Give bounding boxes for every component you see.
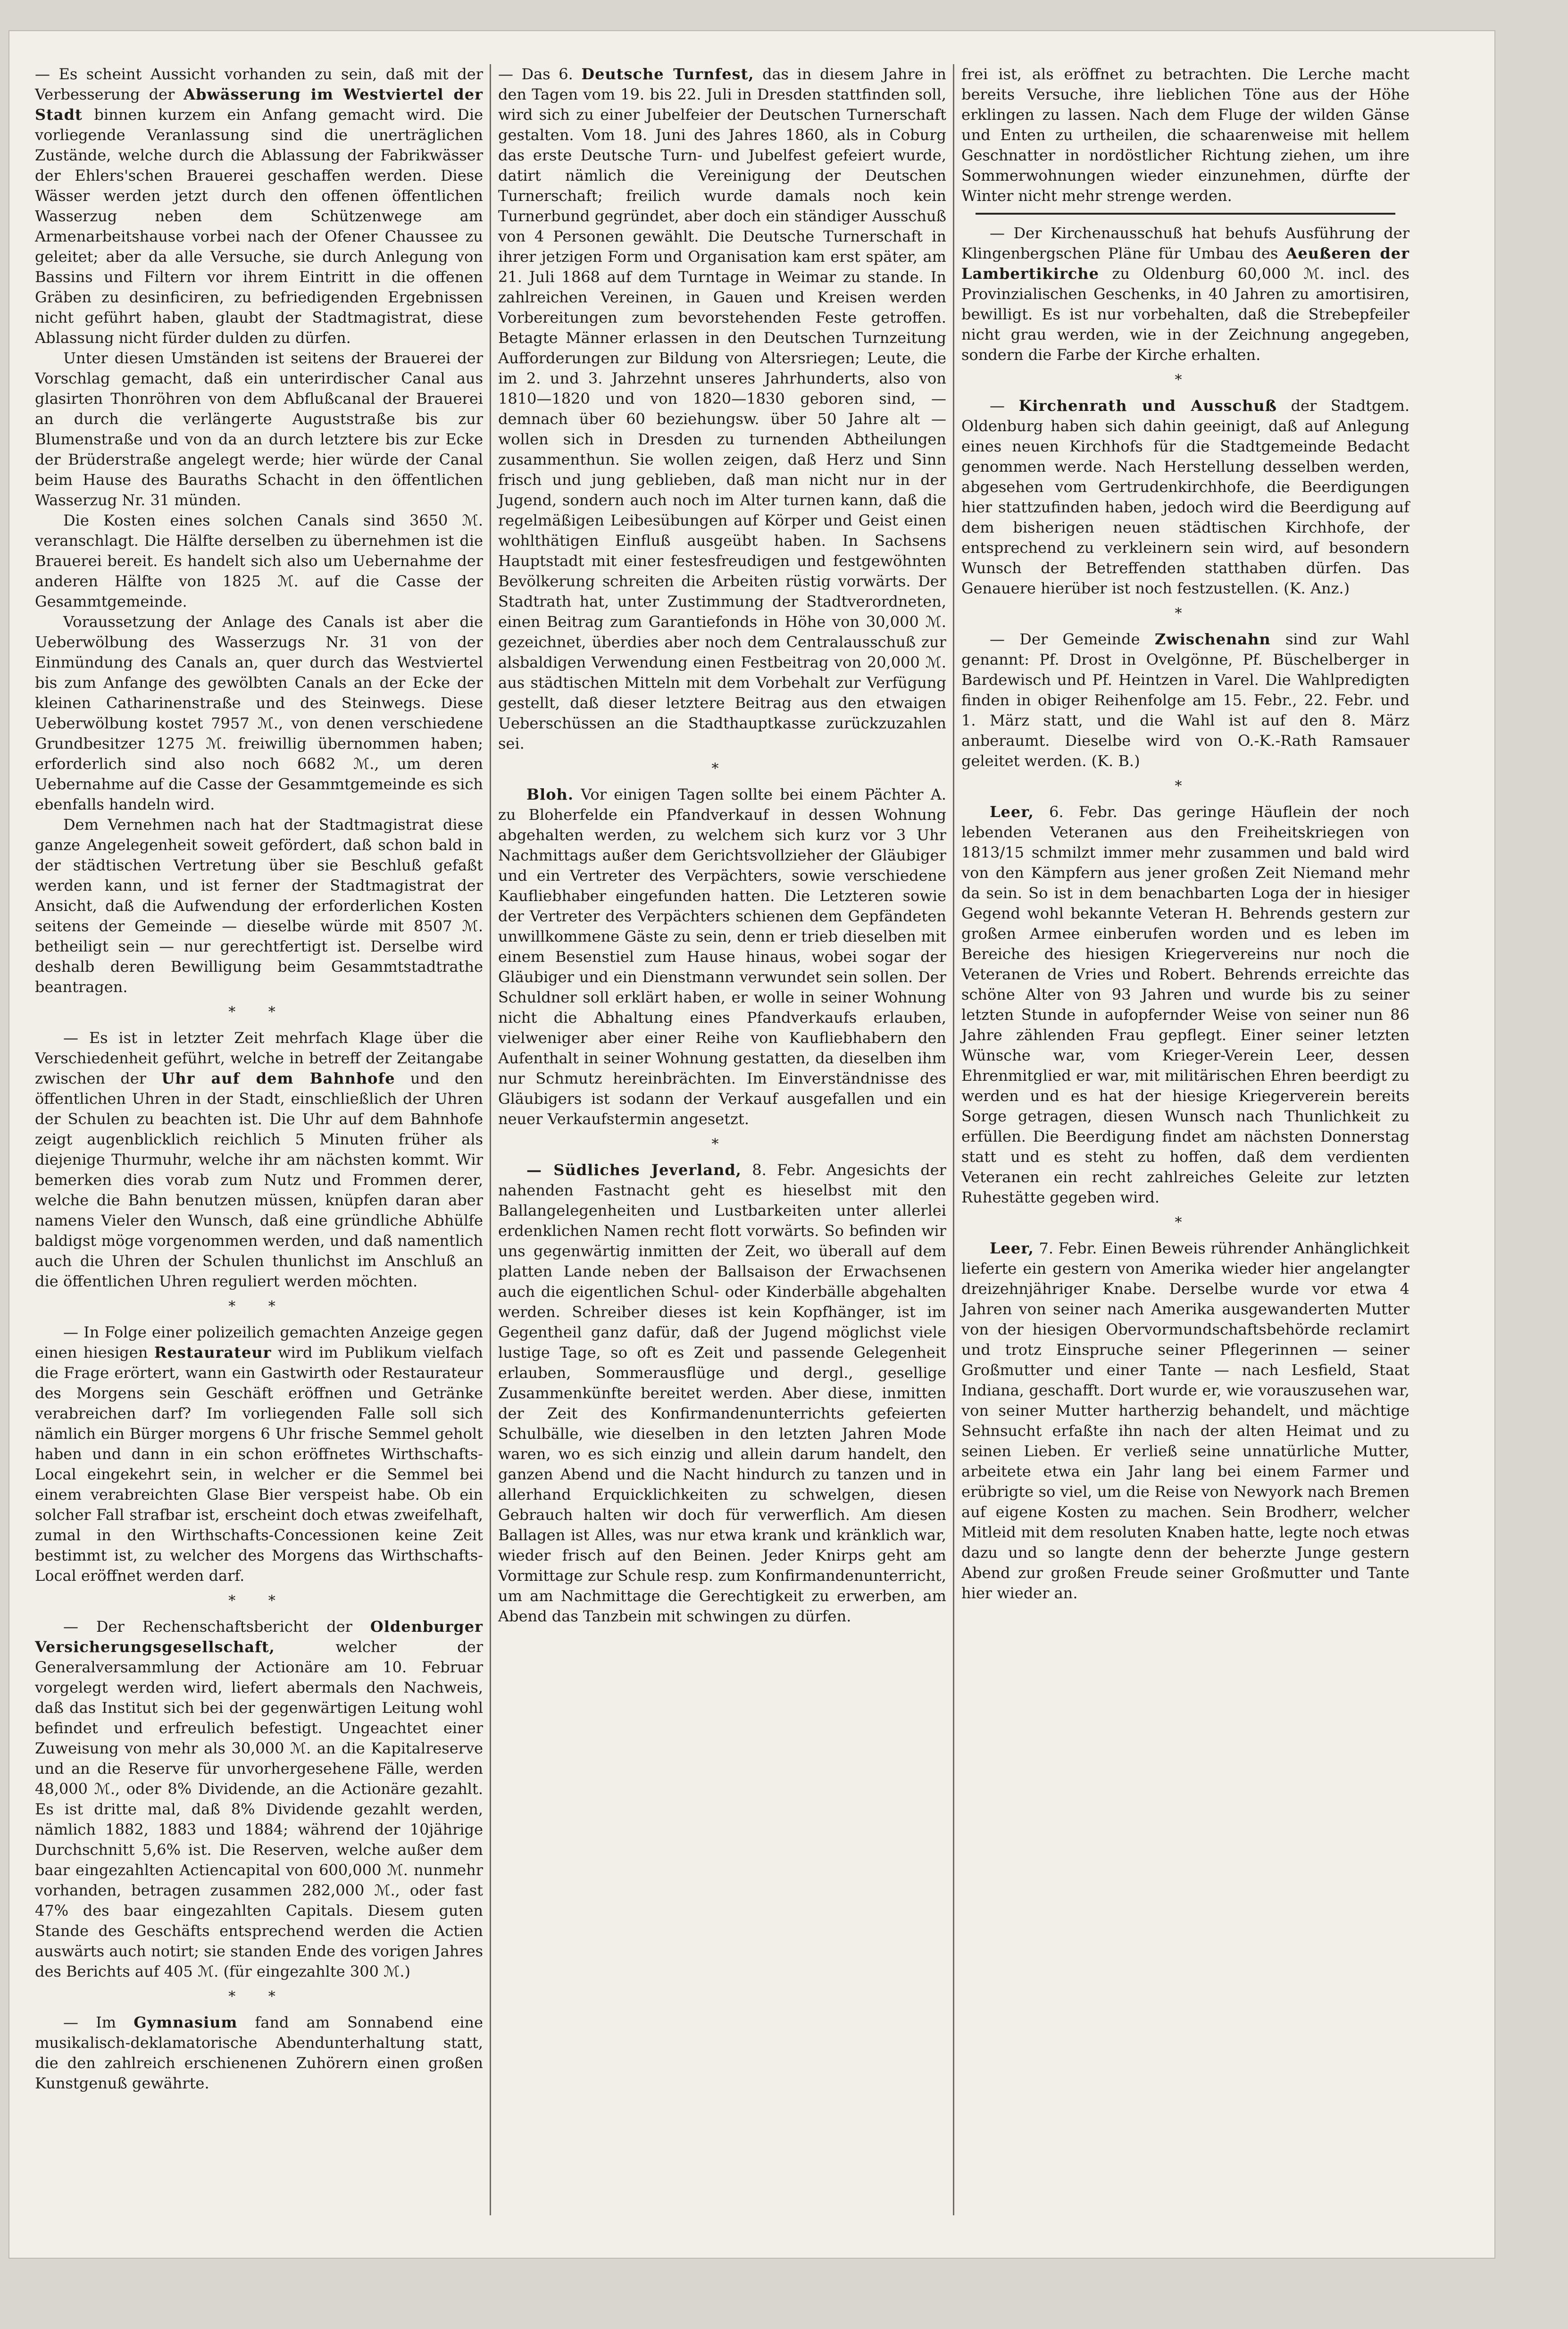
article-paragraph: Die Kosten eines solchen Canals sind 3650 ℳ. veranschlagt. Die Hälfte derselben zu übernehmen ist die Brauerei bereit. Es handelt sich also um Uebernahme der anderen Hälfte von 1825 ℳ. auf die Casse der Gesammtgemeinde. [35,511,483,610]
separator-stars: * * [228,1298,290,1315]
column-divider [490,64,491,2215]
separator-stars: * * [228,1988,290,2005]
separator-stars: * [1175,1214,1196,1231]
separator-stars: * [1175,778,1196,794]
article-bahnhofsuhr: — Es ist in letzter Zeit mehrfach Klage über die Verschiedenheit geführt, welche in betreff der Zeitangabe zwischen der Uhr auf dem Bahnhofe und den öffentlichen Uhren in der Stadt, einschließlich der Uhren der Schulen zu beachten ist. Die Uhr auf dem Bahnhofe zeigt augenblicklich reichlich 5 Minuten früher als diejenige Thurmuhr, welche ihr am nächsten kommt. Wir bemerken dies vorab zum Nutz und Frommen derer, welche die Bahn benutzen müssen, knüpfen daran aber namens Vieler den Wunsch, daß eine gründliche Abhülfe baldigst möge vorgenommen werden, und daß namentlich auch die Uhren der Schulen thunlichst im Anschluß an die öffentlichen Uhren reguliert werden möchten. [35,1029,484,1290]
article-paragraph: Unter diesen Umständen ist seitens der Brauerei der Vorschlag gemacht, daß ein unterirdischer Canal aus glasirten Thonröhren von dem Abflußcanal der Brauerei an durch die verlängerte Auguststraße bis zur Blumenstraße und von da an durch letztere bis zur Ecke der Brüderstraße angelegt werde; hier würde der Canal beim Hause des Bauraths Schacht in den öffentlichen Wasserzug Nr. 31 münden. [35,349,483,509]
article-gymnasium: — Im Gymnasium fand am Sonnabend eine musikalisch-deklamatorische Abendunterhaltung statt, die den zahlreich erschienenen Zuhörern einen großen Kunstgenuß gewährte. [35,2013,484,2092]
article-leer-veteran: Leer, 6. Febr. Das geringe Häuflein der noch lebenden Veteranen aus den Freiheitskriegen von 1813/15 schmilzt immer mehr zusammen und bald wird von den Kämpfern aus jener großen Zeit Niemand mehr da sein. So ist in dem benachbarten Loga der in hiesiger Gegend wohl bekannte Veteran H. Behrends gestern zur großen Armee einberufen worden und es leben im Bereiche des hiesigen Kriegervereins nur noch die Veteranen de Vries und Robert. Behrends erreichte das schöne Alter von 93 Jahren und wurde bis zu seiner letzten Stunde in aufopfernder Weise von seiner nun 86 Jahre zählenden Frau gepflegt. Einer seiner letzten Wünsche war, vom Krieger-Verein Leer, dessen Ehrenmitglied er war, mit militärischen Ehren beerdigt zu werden und es hat der hiesige Kriegerverein bereits Sorge getragen, diesen Wunsch nach Thunlichkeit zu erfüllen. Die Beerdigung findet am nächsten Donnerstag statt und es steht zu hoffen, daß dem verdienten Veteranen ein recht zahlreiches Geleite zur letzten Ruhestätte gegeben wird. [961,803,1410,1206]
separator-stars: * [1175,605,1196,622]
article-restaurateur: — In Folge einer polizeilich gemachten Anzeige gegen einen hiesigen Restaurateur wird im Publikum vielfach die Frage erörtert, wann ein Gastwirth oder Restaurateur des Morgens sein Geschäft eröffnen und Getränke verabreichen darf? Im vorliegenden Falle soll sich nämlich ein Bürger morgens 6 Uhr frische Semmel geholt haben und dann in ein schon eröffnetes Wirthschafts-Local eingekehrt sein, in welcher er die Semmel bei einem verabreichten Glase Bier verspeist habe. Ob ein solcher Fall strafbar ist, erscheint doch etwas zweifelhaft, zumal in den Wirthschafts-Concessionen keine Zeit bestimmt ist, zu welcher des Morgens das Wirthschafts-Local eröffnet werden darf. [35,1323,484,1585]
article-abwaesserung: — Es scheint Aussicht vorhanden zu sein, daß mit der Verbesserung der Abwässerung im Westviertel der Stadt binnen kurzem ein Anfang gemacht wird. Die vorliegende Veranlassung sind die unerträglichen Zustände, welche durch die Ablassung der Fabrikwässer der Ehlers'schen Brauerei geschaffen werden. Diese Wässer werden jetzt durch den offenen öffentlichen Wasserzug neben dem Schützenwege am Armenarbeitshause vorbei nach der Ofener Chaussee zu geleitet; aber da alle Versuche, sie durch Anlegung von Bassins und Filtern vor ihrem Eintritt in die offenen Gräben zu desinficiren, zu befriedigenden Ergebnissen nicht geführt haben, glaubt der Stadtmagistrat, diese Ablassung nicht fürder dulden zu dürfen. [35,65,484,347]
separator-stars: * * [228,1593,290,1609]
article-jeverland: — Südliches Jeverland, 8. Febr. Angesichts der nahenden Fastnacht geht es hieselbst mit den Ballangelegenheiten und Lustbarkeiten unter allerlei erdenklichen Namen recht flott vorwärts. So befinden wir uns gegenwärtig inmitten der Zeit, wo überall auf dem platten Lande neben der Ballsaison der Erwachsenen auch die eigentlichen Schul- oder Kinderbälle abgehalten werden. Schreiber dieses ist kein Kopfhänger, ist im Gegentheil ganz dafür, daß der Jugend möglichst viele lustige Tage, so oft es Zeit und passende Gelegenheit erlauben, Sommerausflüge und dergl., gesellige Zusammenkünfte bereitet werden. Aber diese, inmitten der Zeit des Konfirmandenunterrichts gefeierten Schulbälle, wie dieselben in den letzten Jahren Mode waren, wo es sich einzig und allein darum handelt, den ganzen Abend und die Nacht hindurch zu tanzen und in allerhand Erquicklichkeiten zu schwelgen, diesen Gebrauch halten wir doch für verwerflich. Am diesen Ballagen ist Alles, was nur etwa krank und kränklich war, wieder frisch auf den Beinen. Jeder Knirps geht am Vormittage zur Schule resp. zum Konfirmandenunterricht, um am Nachmittage die Gerechtigkeit zu erwerben, am Abend das Tanzbein mit schwingen zu dürfen. [498,1161,947,1625]
column-divider [953,64,954,2215]
separator-stars: * [711,1136,733,1152]
article-continuation: frei ist, als eröffnet zu betrachten. Die Lerche macht bereits Versuche, ihre lieblichen Töne aus der Höhe erklingen zu lassen. Nach dem Fluge der wilden Gänse und Enten zu urtheilen, die schaarenweise mit hellem Geschnatter in nordöstlicher Richtung ziehen, um ihre Sommerwohnungen wieder einzunehmen, dürfte der Winter nicht mehr strenge werden. [961,65,1410,205]
article-bloh: Bloh. Vor einigen Tagen sollte bei einem Pächter A. zu Bloherfelde ein Pfandverkauf in dessen Wohnung abgehalten werden, zu welchem sich kurz vor 3 Uhr Nachmittags außer dem Gerichtsvollzieher der Gläubiger und ein Vertreter des Verpächters, sowie verschiedene Kaufliebhaber eingefunden hatten. Die Letzteren sowie der Vertreter des Verpächters schienen dem Gepfändeten unwillkommene Gäste zu sein, denn er trieb dieselben mit einem Besenstiel zum Hause hinaus, wobei sogar der Gläubiger und ein Dienstmann verwundet sein sollen. Der Schuldner soll erklärt haben, er wolle in seiner Wohnung nicht die Abhaltung eines Pfandverkaufs erlauben, vielweniger aber einer Reihe von Kaufliebhabern den Aufenthalt in seiner Wohnung gestatten, da dieselben ihm nur Schmutz hereinbrächten. Im Einverständnisse des Gläubigers ist sodann der Verkauf ausgefallen und ein neuer Verkaufstermin angesetzt. [498,785,947,1128]
separator-rule [976,213,1395,215]
column-3 [961,64,1410,1603]
article-zwischenahn: — Der Gemeinde Zwischenahn sind zur Wahl genannt: Pf. Drost in Ovelgönne, Pf. Büschelberger in Bardewisch und Pf. Heintzen in Varel. Die Wahlpredigten finden in obiger Reihenfolge am 15. Febr., 22. Febr. und 1. März statt, und die Wahl ist auf den 8. März anberaumt. Dieselbe wird von O.-K.-Rath Ramsauer geleitet werden. (K. B.) [961,630,1410,770]
newspaper-page [9,31,1494,2258]
article-versicherung: — Der Rechenschaftsbericht der Oldenburger Versicherungsgesellschaft, welcher der Generalversammlung der Actionäre am 10. Februar vorgelegt werden wird, liefert abermals den Nachweis, daß das Institut sich bei der gegenwärtigen Leitung wohl befindet und erfreulich befestigt. Ungeachtet einer Zuweisung von mehr als 30,000 ℳ. an die Kapitalreserve und an die Reserve für unvorhergesehene Fälle, werden 48,000 ℳ., oder 8% Dividende, an die Actionäre gezahlt. Es ist dritte mal, daß 8% Dividende gezahlt werden, nämlich 1882, 1883 und 1884; während der 10jährige Durchschnitt 5,6% ist. Die Reserven, welche außer dem baar eingezahlten Actiencapital von 600,000 ℳ. nunmehr vorhanden, betragen zusammen 282,000 ℳ., oder fast 47% des baar eingezahlten Capitals. Diesem guten Stande des Geschäfts entsprechend werden die Actien auswärts auch notirt; sie standen Ende des vorigen Jahres des Berichts auf 405 ℳ. (für eingezahlte 300 ℳ.) [35,1618,484,1980]
article-paragraph: Dem Vernehmen nach hat der Stadtmagistrat diese ganze Angelegenheit soweit gefördert, daß schon bald in der städtischen Vertretung über sie Beschluß gefaßt werden kann, und ist ferner der Stadtmagistrat der Ansicht, daß die Aufwendung der erforderlichen Kosten seitens der Gemeinde — dieselbe würde mit 8507 ℳ. betheiligt sein — nur gerechtfertigt ist. Derselbe wird deshalb deren Bewilligung beim Gesammtstadtrathe beantragen. [35,816,483,996]
column-2 [498,64,946,1627]
article-leer-knabe: Leer, 7. Febr. Einen Beweis rührender Anhänglichkeit lieferte ein gestern von Amerika wieder hier angelangter dreizehnjähriger Knabe. Derselbe wurde vor etwa 4 Jahren von seiner nach Amerika ausgewanderten Mutter von der hiesigen Obervormundschaftsbehörde reclamirt und trotz Einspruche seiner Pflegerinnen — seiner Großmutter und einer Tante — nach Lesfield, Staat Indiana, geschafft. Dort wurde er, wie vorauszusehen war, von seiner Mutter hartherzig behandelt, und mächtige Sehnsucht erfaßte ihn nach der alten Heimat und zu seinen Lieben. Er verließ seine unnatürliche Mutter, arbeitete etwa ein Jahr lang bei einem Farmer und erübrigte so viel, um die Reise von Newyork nach Bremen auf eigene Kosten zu machen. Sein Brodherr, welcher Mitleid mit dem resoluten Knaben hatte, legte noch etwas dazu und so langte denn der beherzte Junge gestern Abend zur großen Freude seiner Großmutter und Tante hier wieder an. [961,1239,1410,1602]
separator-stars: * * [228,1004,290,1020]
article-paragraph: Voraussetzung der Anlage des Canals ist aber die Ueberwölbung des Wasserzugs Nr. 31 von der Einmündung des Canals an, quer durch das Westviertel bis zum Anfange des gewölbten Canals an der Ecke der kleinen Catharinenstraße und des Steinwegs. Diese Ueberwölbung kostet 7957 ℳ., von denen verschiedene Grundbesitzer 1275 ℳ. freiwillig übernommen haben; erforderlich sind also noch 6682 ℳ., um deren Uebernahme auf die Casse der Gesammtgemeinde es sich ebenfalls handeln wird. [35,613,483,813]
separator-stars: * [711,760,733,777]
article-kirchhof: — Kirchenrath und Ausschuß der Stadtgem. Oldenburg haben sich dahin geeinigt, daß auf Anlegung eines neuen Kirchhofs für die Stadtgemeinde Bedacht genommen werde. Nach Herstellung desselben werden, abgesehen vom Gertrudenkirchhofe, die Beerdigungen hier stattzufinden haben, jedoch wird die Beerdigung auf dem bisherigen neuen städtischen Kirchhofe, der entsprechend zu verkleinern sein wird, auf besondern Wunsch der Betreffenden statthaben dürfen. Das Genauere hierüber ist noch festzustellen. (K. Anz.) [961,397,1410,597]
article-lambertikirche: — Der Kirchenausschuß hat behufs Ausführung der Klingenbergschen Pläne für Umbau des Aeußeren der Lambertikirche zu Oldenburg 60,000 ℳ. incl. des Provinzialischen Geschenks, in 40 Jahren zu amortisiren, bewilligt. Es ist nur vorbehalten, daß die Strebepfeiler nicht grau werden, wie in der Zeichnung angegeben, sondern die Farbe der Kirche erhalten. [961,224,1410,364]
article-turnfest: — Das 6. Deutsche Turnfest, das in diesem Jahre in den Tagen vom 19. bis 22. Juli in Dresden stattfinden soll, wird sich zu einer Jubelfeier der Deutschen Turnerschaft gestalten. Vom 18. Juni des Jahres 1860, als in Coburg das erste Deutsche Turn- und Jubelfest gefeiert wurde, datirt nämlich die Vereinigung der Deutschen Turnerschaft; freilich wurde damals noch kein Turnerbund gegründet, aber doch ein ständiger Ausschuß von 4 Personen gewählt. Die Deutsche Turnerschaft in ihrer jetzigen Form und Organisation kam erst später, am 21. Juli 1868 auf dem Turntage in Weimar zu stande. In zahlreichen Vereinen, in Gauen und Kreisen werden Vorbereitungen zum bevorstehenden Feste getroffen. Betagte Männer erlassen in den Deutschen Turnzeitung Aufforderungen zur Bildung von Altersriegen; Leute, die im 2. und 3. Jahrzehnt unseres Jahrhunderts, also von 1810—1820 und von 1820—1830 geboren sind, — demnach über 60 beziehungsw. über 50 Jahre alt — wollen sich in Dresden zu turnenden Abtheilungen zusammenthun. Sie wollen zeigen, daß Herz und Sinn frisch und jung geblieben, daß man nicht nur in der Jugend, sondern auch noch im Alter turnen kann, daß die regelmäßigen Leibesübungen auf Körper und Geist einen wohlthätigen Einfluß ausgeübt haben. In Sachsens Hauptstadt mit einer festesfreudigen und festgewöhnten Bevölkerung schreiten die Arbeiten rüstig vorwärts. Der Stadtrath hat, unter Zustimmung der Stadtverordneten, einen Beitrag zum Garantiefonds in Höhe von 30,000 ℳ. gezeichnet, überdies aber noch dem Centralausschuß zur alsbaldigen Verwendung einen Festbeitrag von 20,000 ℳ. aus städtischen Mitteln mit dem Vorbehalt zur Verfügung gestellt, daß dieser letztere Beitrag aus den etwaigen Ueberschüssen an die Stadthauptkasse zurückzuzahlen sei. [498,65,947,752]
separator-stars: * [1175,372,1196,388]
column-1 [35,64,483,2094]
